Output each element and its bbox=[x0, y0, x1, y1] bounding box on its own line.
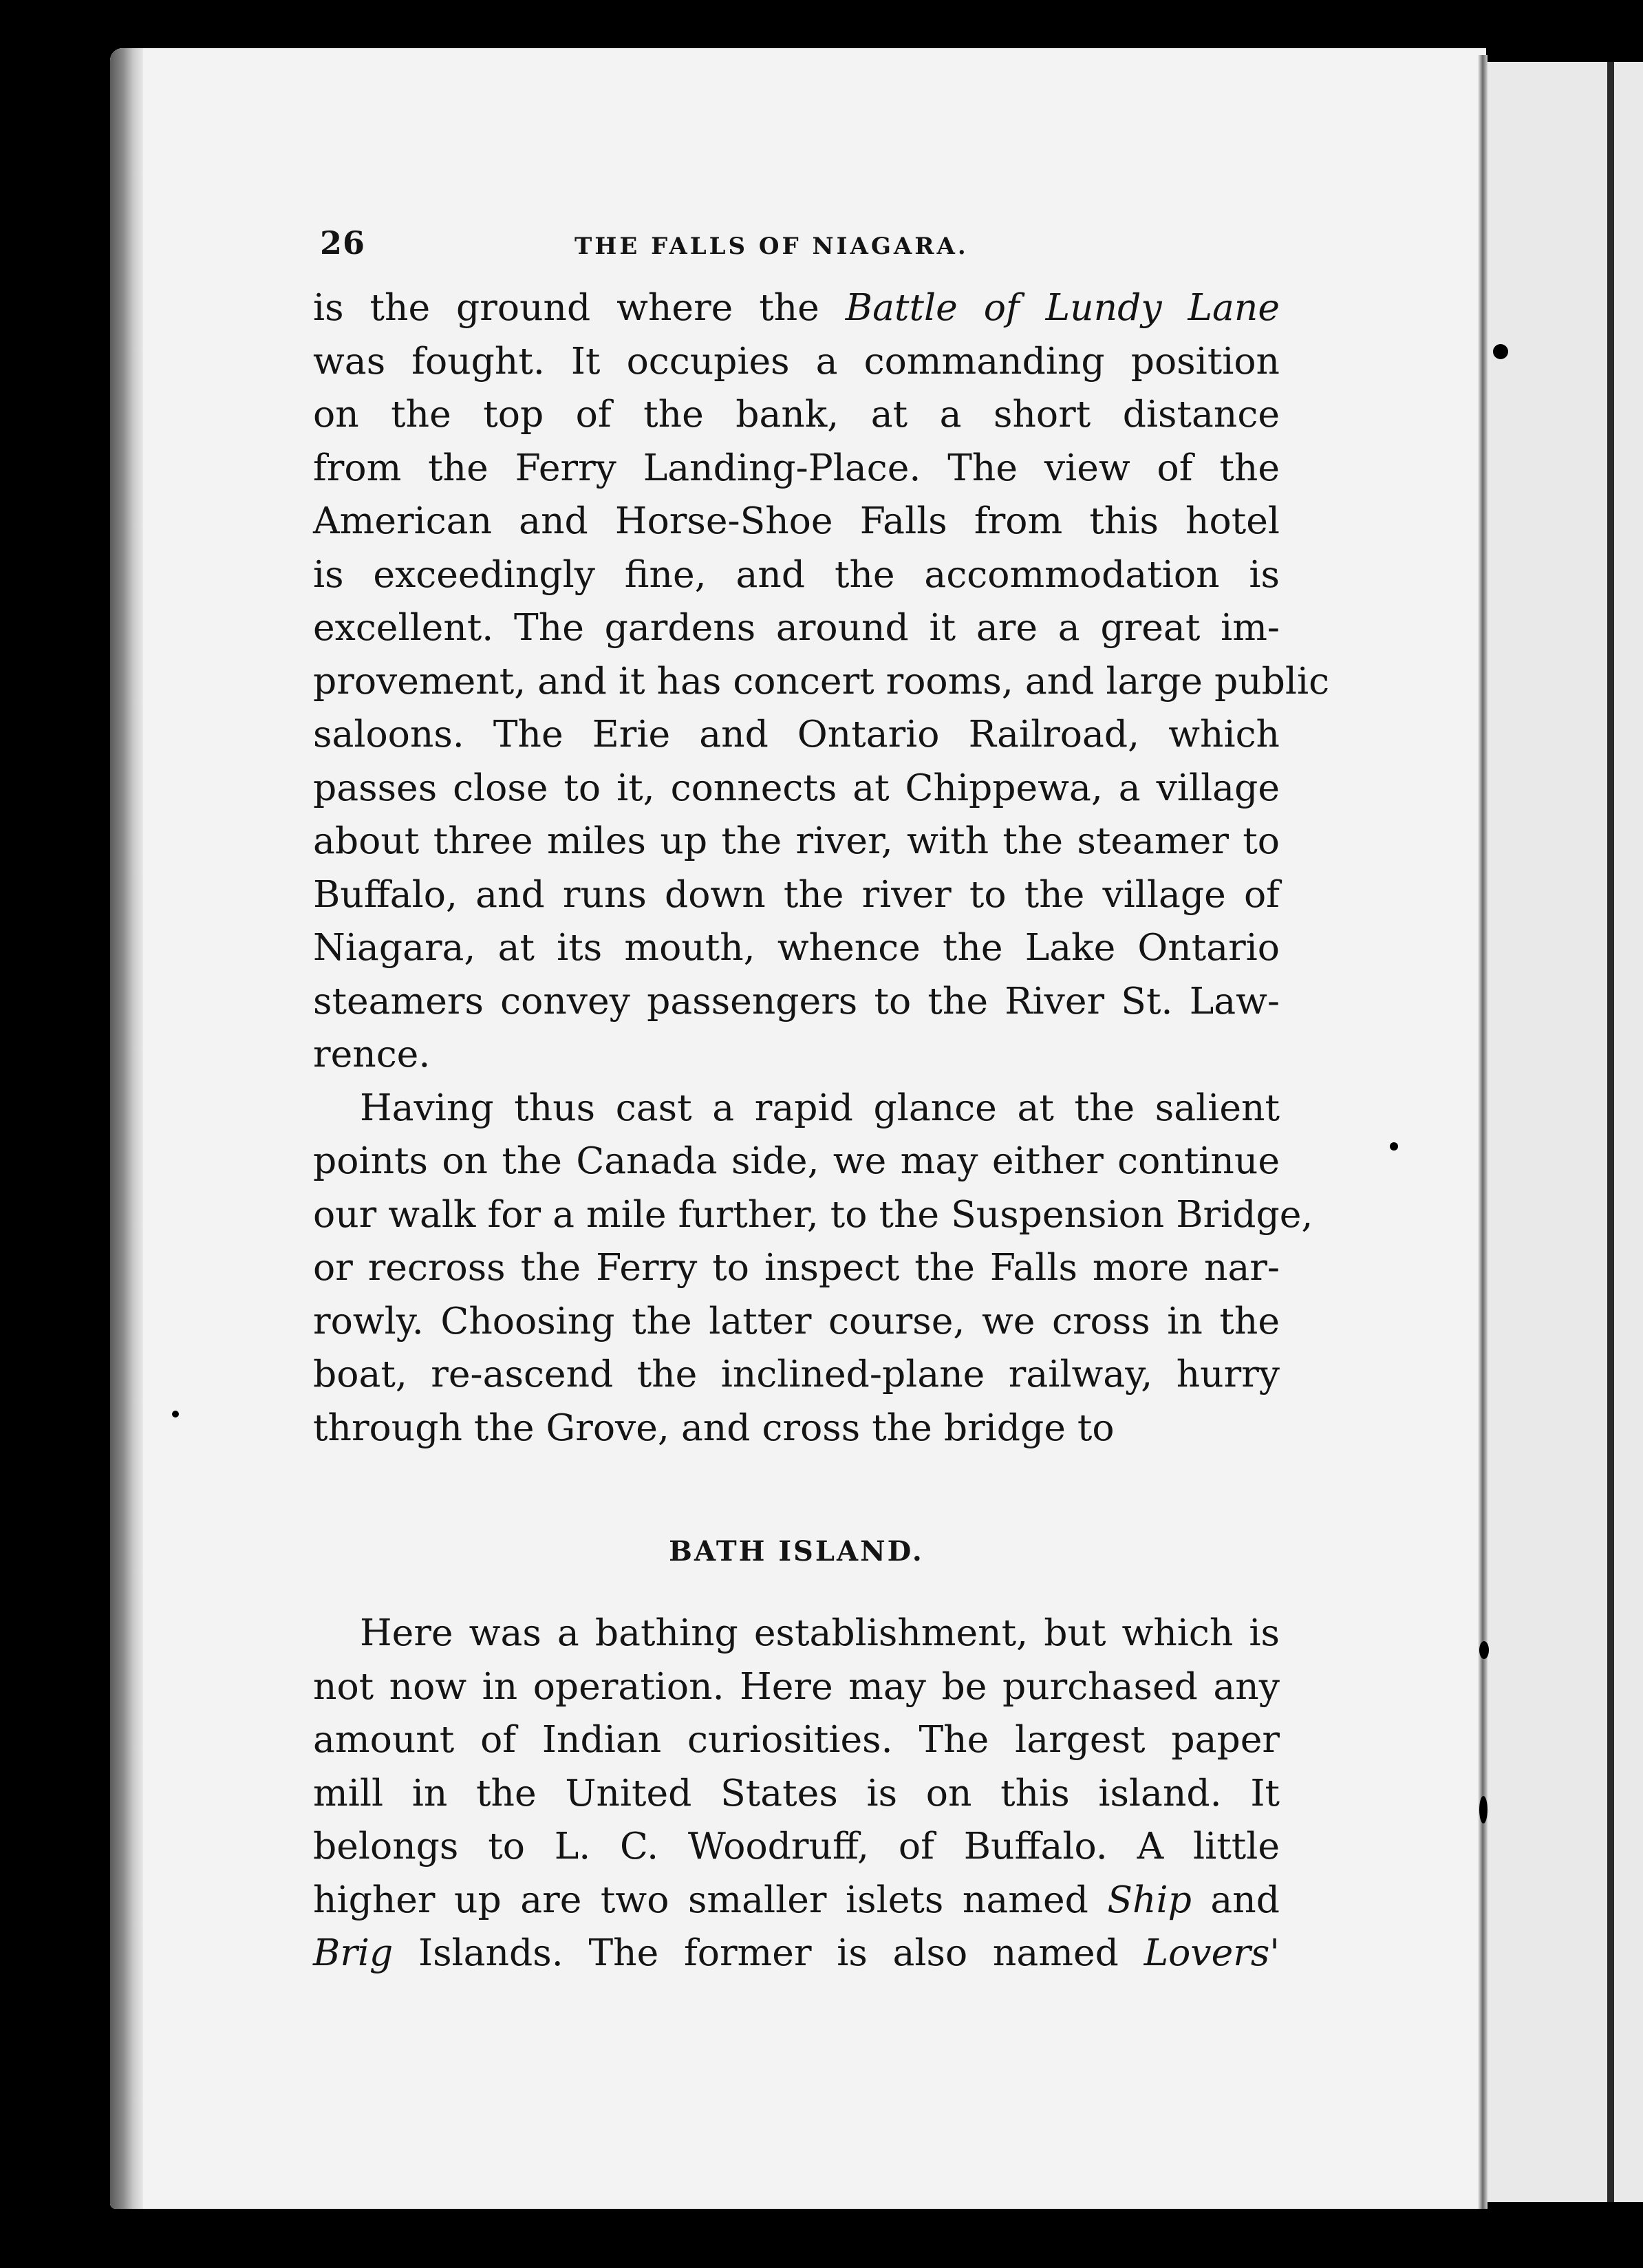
italic-text: Brig bbox=[313, 1931, 394, 1974]
italic-text: Battle of Lundy Lane bbox=[845, 286, 1280, 329]
text-line: not now in operation. Here may be purchased any bbox=[313, 1664, 1280, 1708]
text-line: on the top of the bank, at a short distance bbox=[313, 392, 1280, 436]
italic-text: Lovers' bbox=[1143, 1931, 1280, 1974]
paragraph-lundy-lane bbox=[313, 281, 1330, 1081]
text-line: points on the Canada side, we may either continue bbox=[313, 1139, 1280, 1182]
text-line: amount of Indian curiosities. The largest paper bbox=[313, 1718, 1280, 1761]
paragraph-salient-points bbox=[313, 1081, 1313, 1455]
page-binding-edge bbox=[110, 48, 143, 2209]
facing-page-edge bbox=[1607, 62, 1614, 2202]
text-line: belongs to L. C. Woodruff, of Buffalo. A little bbox=[313, 1824, 1280, 1868]
section-heading: BATH ISLAND. bbox=[669, 1535, 924, 1568]
text-line: steamers convey passengers to the River St. Law- bbox=[313, 978, 1280, 1023]
text-run: Islands. The former is also named bbox=[393, 1931, 1144, 1974]
page-content bbox=[313, 213, 1330, 1980]
text-line: saloons. The Erie and Ontario Railroad, which bbox=[313, 712, 1280, 756]
scan-speck bbox=[172, 1411, 179, 1418]
text-line: Here was a bathing establishment, but which is bbox=[360, 1611, 1280, 1654]
running-head bbox=[313, 213, 1280, 268]
text-line bbox=[313, 1926, 1280, 1980]
text-line: Niagara, at its mouth, whence the Lake Ontario bbox=[313, 926, 1280, 969]
page-number: 26 bbox=[320, 224, 366, 261]
running-title: THE FALLS OF NIAGARA. bbox=[574, 233, 969, 260]
text-line: was fought. It occupies a commanding position bbox=[313, 339, 1280, 383]
text-line: provement, and it has concert rooms, and large public bbox=[313, 659, 1330, 703]
paragraph-bath-island bbox=[313, 1606, 1280, 1980]
text-line bbox=[313, 1873, 1280, 1927]
text-line: boat, re-ascend the inclined-plane railway, hurry bbox=[313, 1352, 1280, 1395]
text-line: Having thus cast a rapid glance at the salient bbox=[360, 1085, 1280, 1129]
text-line: through the Grove, and cross the bridge to bbox=[313, 1405, 1115, 1449]
text-line: is exceedingly fine, and the accommodation is bbox=[313, 552, 1280, 596]
text-run: and bbox=[1191, 1877, 1280, 1921]
scan-speck bbox=[1479, 1796, 1488, 1823]
text-line: American and Horse-Shoe Falls from this hotel bbox=[313, 499, 1280, 542]
text-run: higher up are two smaller islets named bbox=[313, 1877, 1108, 1921]
text-line: our walk for a mile further, to the Suspension Bridge, bbox=[313, 1192, 1313, 1236]
text-line: rence. bbox=[313, 1032, 431, 1076]
text-line: Buffalo, and runs down the river to the village of bbox=[313, 872, 1280, 916]
text-line: from the Ferry Landing-Place. The view of the bbox=[313, 445, 1280, 489]
text-line: rowly. Choosing the latter course, we cross in the bbox=[313, 1298, 1280, 1342]
scan-speck bbox=[1493, 344, 1508, 359]
text-line: passes close to it, connects at Chippewa, a village bbox=[313, 765, 1280, 809]
text-line: or recross the Ferry to inspect the Falls more nar- bbox=[313, 1245, 1280, 1289]
scan-speck bbox=[1479, 1641, 1489, 1659]
text-line bbox=[313, 281, 1280, 334]
text-line: excellent. The gardens around it are a great im- bbox=[313, 606, 1280, 649]
italic-text: Ship bbox=[1107, 1877, 1192, 1921]
text-line: about three miles up the river, with the steamer to bbox=[313, 819, 1280, 862]
facing-page bbox=[1486, 62, 1643, 2202]
text-run: is the ground where the bbox=[313, 286, 846, 329]
page-gutter bbox=[1478, 55, 1488, 2209]
text-line: mill in the United States is on this island. It bbox=[313, 1770, 1280, 1815]
scan-speck bbox=[1390, 1142, 1398, 1151]
